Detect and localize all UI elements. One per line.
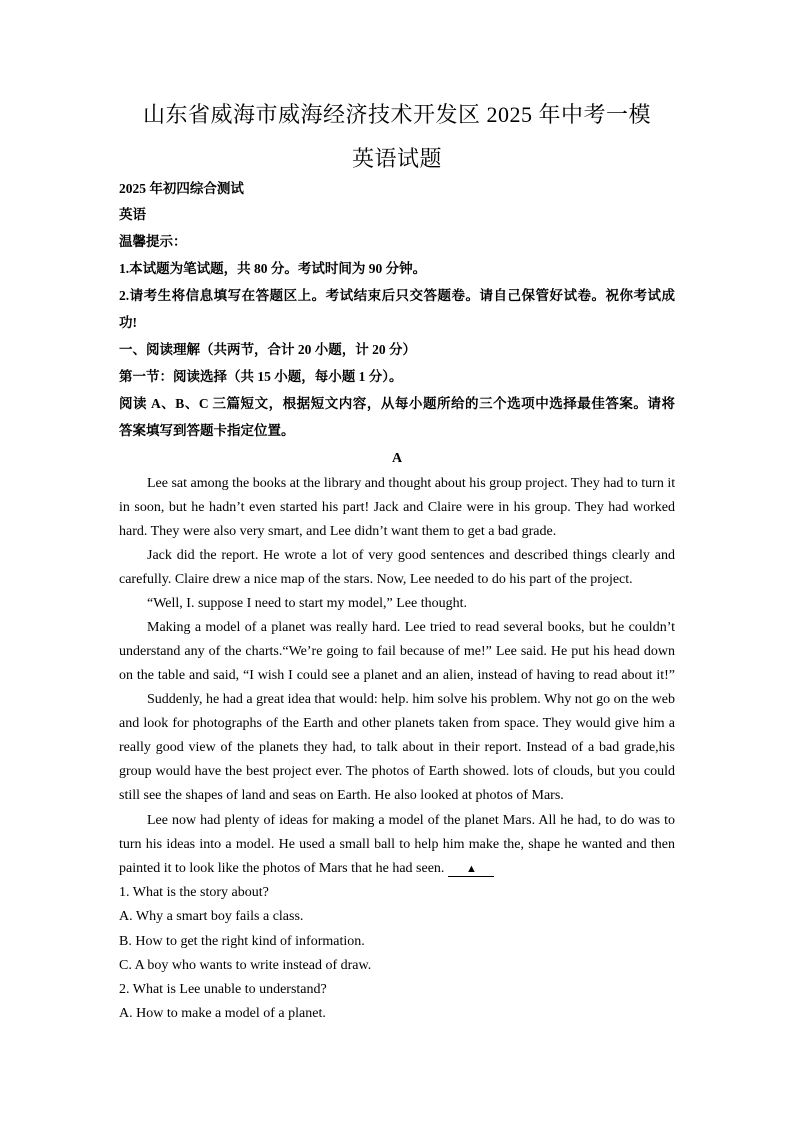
passage-label: A <box>391 451 403 466</box>
passage-line: painted it to look like the photos of Mars that he had seen. <box>119 861 445 876</box>
instruction-line: 答案填写到答题卡指定位置。 <box>119 423 295 438</box>
question-option: C. A boy who wants to write instead of draw. <box>119 958 372 973</box>
passage-line: and look for photographs of the Earth and other planets taken from space. They would give him a <box>119 716 675 731</box>
intro-line: 1.本试题为笔试题，共 80 分。考试时间为 90 分钟。 <box>119 261 427 276</box>
question-option: B. How to get the right kind of information. <box>119 934 365 949</box>
section-subheading: 第一节：阅读选择（共 15 小题，每小题 1 分）。 <box>119 369 403 384</box>
passage-line: carefully. Claire drew a nice map of the stars. Now, Lee needed to do his part of the project. <box>119 572 633 587</box>
passage-line: Suddenly, he had a great idea that would: help. him solve his problem. Why not go on the web <box>147 692 676 707</box>
passage-line: hard. They were also very smart, and Lee didn’t want them to get a bad grade. <box>119 524 557 539</box>
intro-line: 功! <box>119 315 137 330</box>
passage-line: still see the shapes of land and seas on Earth. He also looked at photos of Mars. <box>119 788 564 803</box>
answer-blank: ▲ <box>448 862 494 877</box>
passage-line: “Well, I. suppose I need to start my model,” Lee thought. <box>147 596 468 611</box>
question-option: A. How to make a model of a planet. <box>119 1006 326 1021</box>
passage-line: turn his ideas into a model. He used a small ball to help him make the, shape he wanted and then <box>119 837 675 852</box>
section-heading: 一、阅读理解（共两节，合计 20 小题，计 20 分） <box>119 342 416 357</box>
passage-line: really good view of the planets they had, to talk about in their report. Instead of a bad grade,his <box>119 740 675 755</box>
exam-subtitle: 英语试题 <box>351 146 442 171</box>
intro-line: 温馨提示： <box>119 234 187 249</box>
passage-line: group would have the best project ever. The photos of Earth showed. lots of clouds, but you could <box>119 764 675 779</box>
instruction-line: 阅读 A、B、C 三篇短文，根据短文内容，从每小题所给的三个选项中选择最佳答案。请将 <box>119 396 675 411</box>
intro-line: 2.请考生将信息填写在答题区上。考试结束后只交答题卷。请自己保管好试卷。祝你考试成 <box>119 288 675 303</box>
passage-line: Lee sat among the books at the library and thought about his group project. They had to turn it <box>147 476 676 491</box>
exam-title: 山东省威海市威海经济技术开发区 2025 年中考一模 <box>142 102 651 127</box>
question-text: 1. What is the story about? <box>119 885 269 900</box>
question-text: 2. What is Lee unable to understand? <box>119 982 327 997</box>
passage-line: understand any of the charts.“We’re going to fail because of me!” Lee said. He put his head down <box>119 644 675 659</box>
passage-last-line <box>119 860 675 878</box>
passage-line: Lee now had plenty of ideas for making a model of the planet Mars. All he had, to do was to <box>147 813 675 828</box>
passage-line: in soon, but he hadn’t even started his part! Jack and Claire were in his group. They had worked <box>119 500 675 515</box>
intro-line: 2025 年初四综合测试 <box>119 181 244 196</box>
question-option: A. Why a smart boy fails a class. <box>119 909 304 924</box>
passage-line: Making a model of a planet was really hard. Lee tried to read several books, but he couldn’t <box>147 620 675 635</box>
passage-line: on the table and said, “I wish I could see a planet and an alien, instead of having to read about it!” <box>119 668 675 683</box>
passage-line: Jack did the report. He wrote a lot of very good sentences and described things clearly and <box>147 548 675 563</box>
intro-line: 英语 <box>119 207 146 222</box>
